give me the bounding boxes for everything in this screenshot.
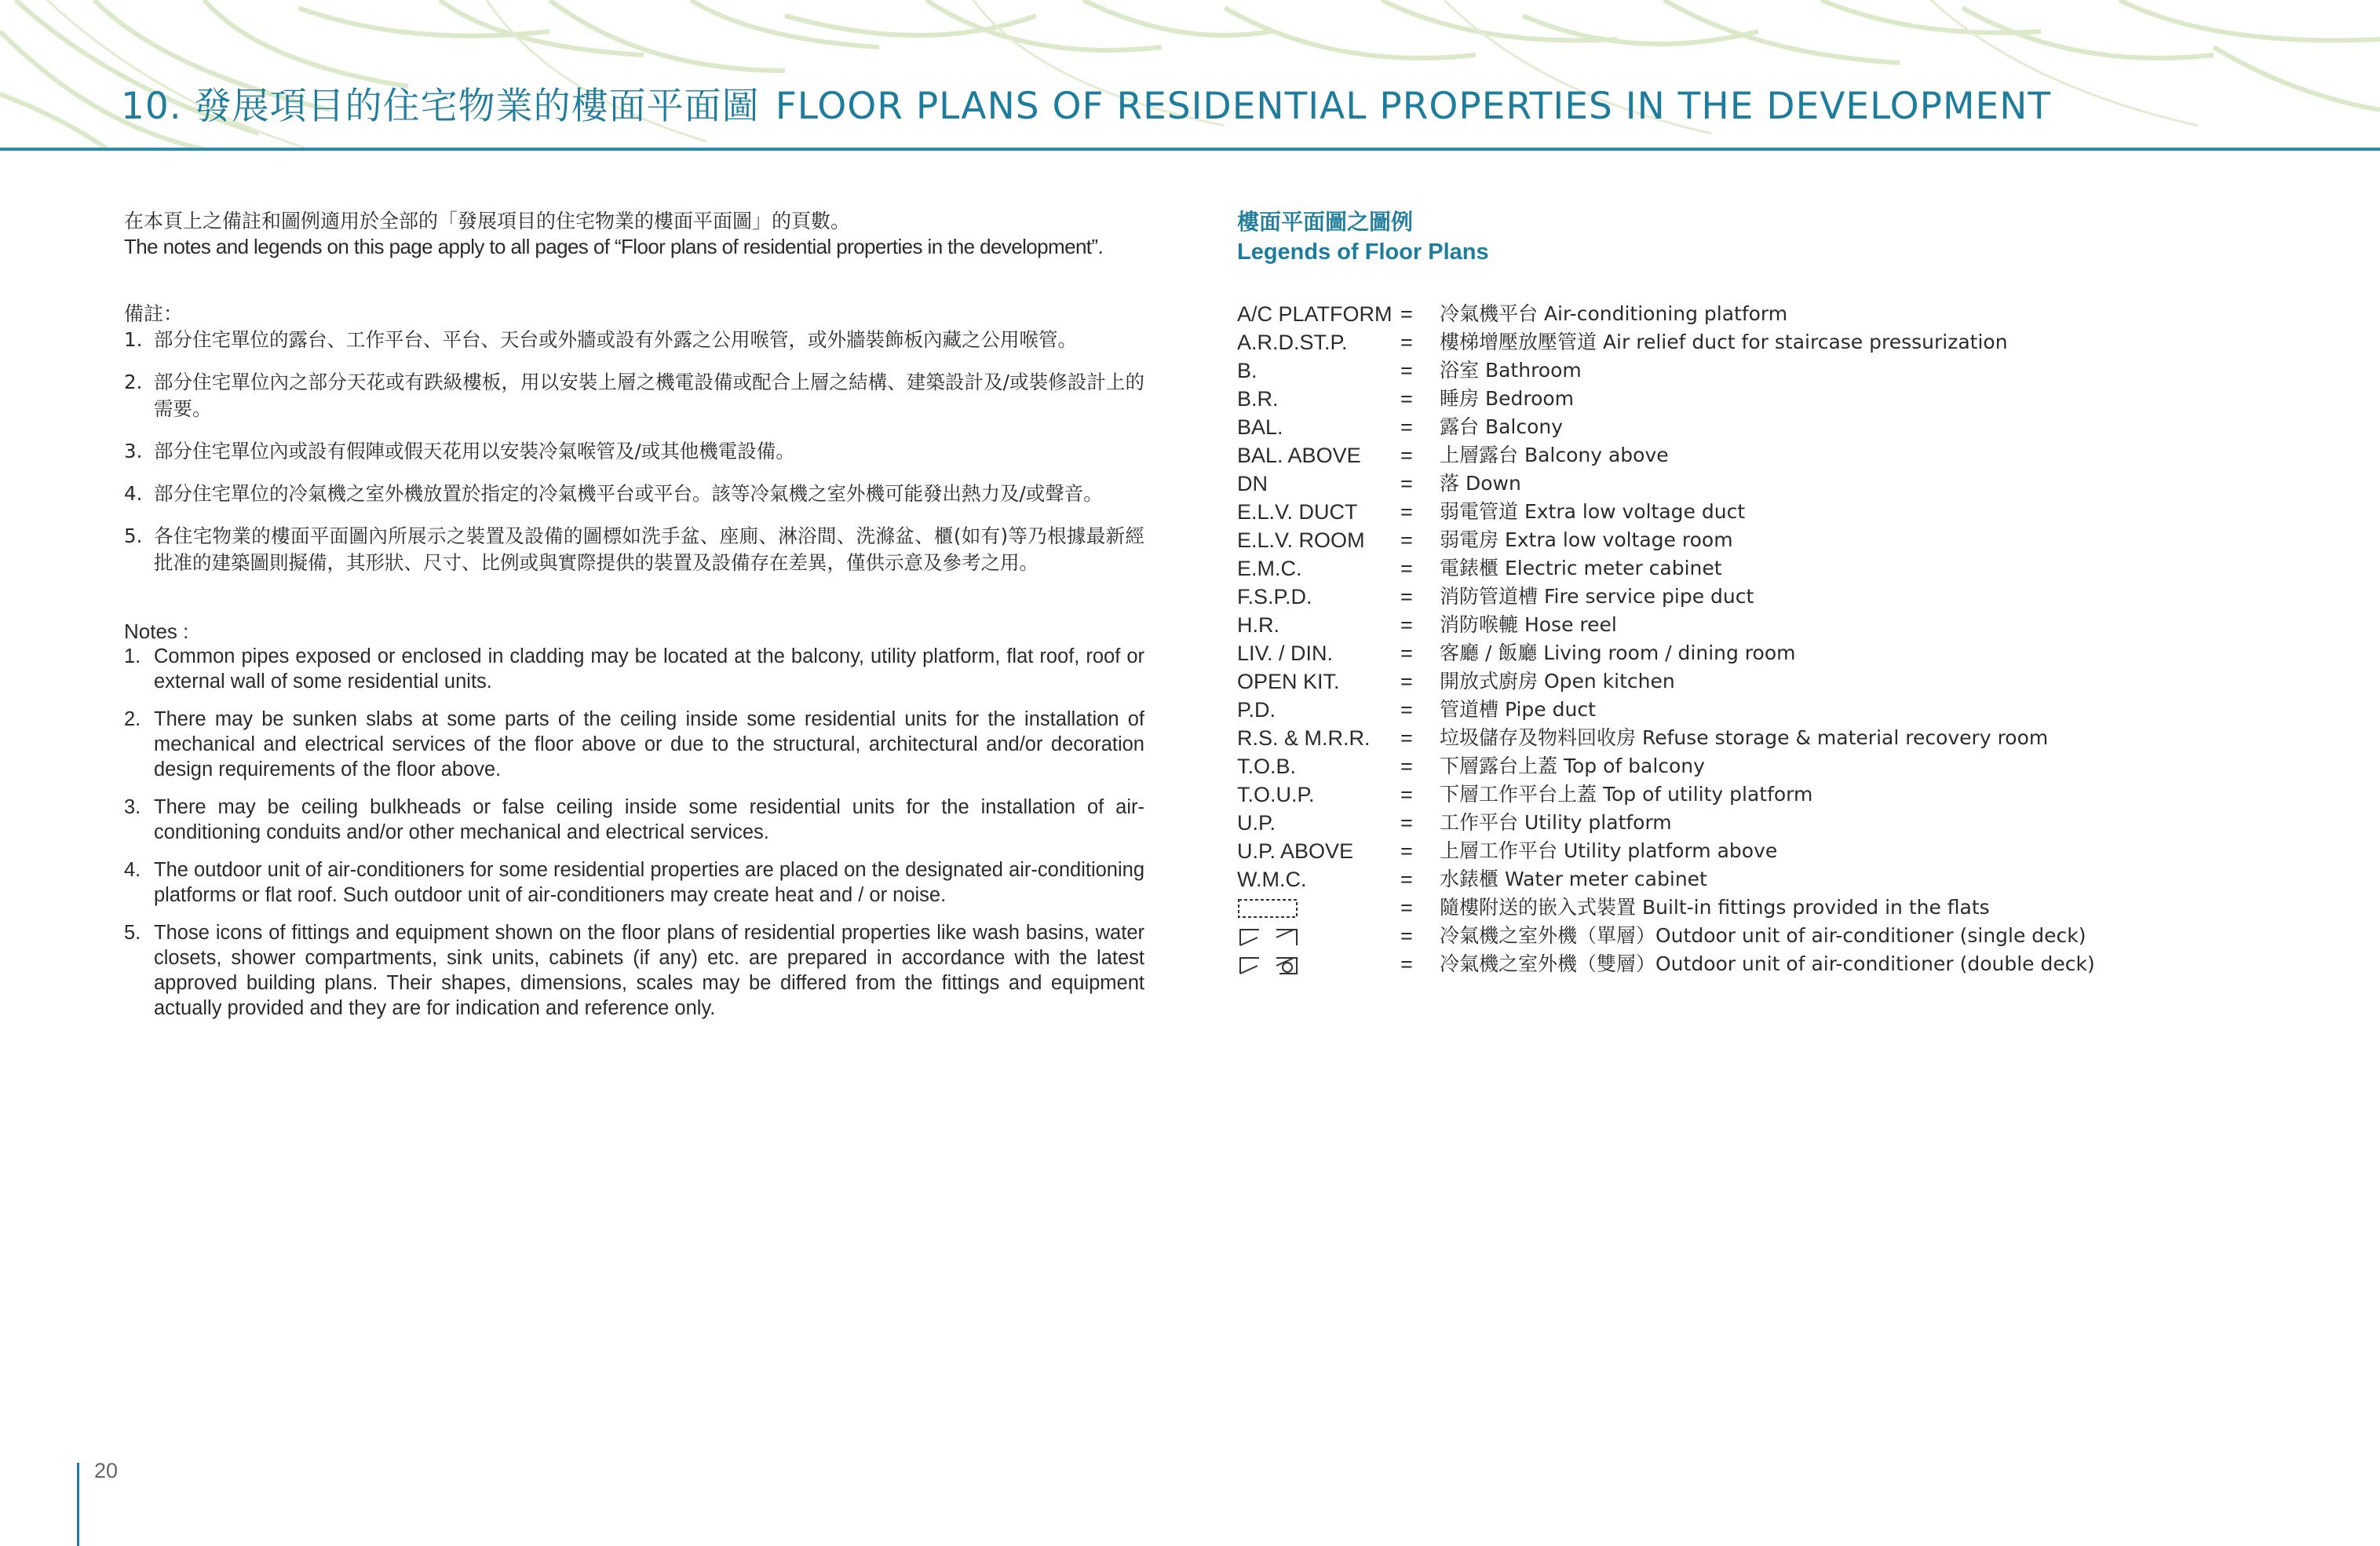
note-text: 各住宅物業的樓面平面圖內所展示之裝置及設備的圖標如洗手盆、座廁、淋浴間、洗滌盆、櫃(如有)等乃根據最新經批准的建築圖則擬備，其形狀、尺寸、比例或與實際提供的裝置及設備存在差異，僅供示意及參考之用。 bbox=[154, 524, 1144, 574]
legend-symbol-row bbox=[1237, 922, 2336, 950]
legend-row bbox=[1237, 583, 2336, 611]
legend-equals: = bbox=[1400, 359, 1413, 382]
legend-equals: = bbox=[1400, 387, 1413, 411]
legend-desc: 冷氣機之室外機（單層）Outdoor unit of air-conditioner (single deck) bbox=[1440, 924, 2086, 947]
legend-row bbox=[1237, 526, 2336, 554]
legend-equals: = bbox=[1400, 839, 1413, 863]
note-number: 3. bbox=[124, 440, 143, 462]
note-text: 部分住宅單位內之部分天花或有跌級樓板，用以安裝上層之機電設備或配合上層之結構、建築設計及/或裝修設計上的需要。 bbox=[154, 371, 1144, 420]
legend-abbr: R.S. & M.R.R. bbox=[1237, 726, 1371, 750]
legend-desc: 開放式廚房 Open kitchen bbox=[1440, 670, 1675, 693]
legend-equals: = bbox=[1400, 557, 1413, 580]
legend-table bbox=[1237, 300, 2336, 978]
note-text: 部分住宅單位內或設有假陣或假天花用以安裝冷氣喉管及/或其他機電設備。 bbox=[154, 440, 795, 462]
legend-row bbox=[1237, 667, 2336, 696]
note-number: 1. bbox=[124, 645, 141, 667]
legend-desc: 樓梯增壓放壓管道 Air relief duct for staircase pressurization bbox=[1440, 331, 2008, 353]
legend-row bbox=[1237, 413, 2336, 441]
legend-desc: 隨樓附送的嵌入式裝置 Built-in fittings provided in the flats bbox=[1440, 896, 1990, 919]
legend-equals: = bbox=[1400, 641, 1413, 665]
note-item-zh bbox=[124, 438, 1144, 465]
legend-row bbox=[1237, 554, 2336, 583]
legend-equals: = bbox=[1400, 924, 1413, 948]
note-text: 部分住宅單位的露台、工作平台、平台、天台或外牆或設有外露之公用喉管，或外牆裝飾板內藏之公用喉管。 bbox=[154, 328, 1077, 351]
note-item-en bbox=[124, 707, 1144, 782]
legend-desc: 睡房 Bedroom bbox=[1440, 387, 1575, 410]
legend-desc: 客廳 / 飯廳 Living room / dining room bbox=[1440, 641, 1796, 664]
note-item-zh bbox=[124, 369, 1144, 422]
legend-row bbox=[1237, 752, 2336, 780]
notes-list-en bbox=[124, 644, 1144, 1021]
legend-desc: 管道槽 Pipe duct bbox=[1440, 698, 1596, 721]
legend-abbr: F.S.P.D. bbox=[1237, 585, 1312, 609]
legend-equals: = bbox=[1400, 896, 1413, 919]
legend-desc: 消防管道槽 Fire service pipe duct bbox=[1440, 585, 1754, 608]
note-item-zh bbox=[124, 523, 1144, 576]
note-text: Those icons of fittings and equipment shown on the floor plans of residential properties like wash basins, water closets, shower compartments, sink units, cabinets (if any) etc. are prepared in accordance with the latest approved building plans. Their shapes, dimensions, scales may be differed from the fittings and equipment actually provided and they are for indication and reference only. bbox=[154, 922, 1144, 1019]
legend-abbr: T.O.U.P. bbox=[1237, 783, 1315, 806]
legend-row bbox=[1237, 356, 2336, 385]
page-header bbox=[0, 0, 2380, 151]
legend-desc: 下層露台上蓋 Top of balcony bbox=[1440, 755, 1705, 777]
notes-title-zh: 備註： bbox=[124, 302, 184, 325]
legend-equals: = bbox=[1400, 952, 1413, 976]
notes-title-en: Notes : bbox=[124, 619, 189, 643]
legend-equals: = bbox=[1400, 755, 1413, 778]
legend-equals: = bbox=[1400, 331, 1413, 354]
intro-text-en: The notes and legends on this page apply to all pages of “Floor plans of residential properties in the development”. bbox=[124, 235, 1104, 258]
legend-row bbox=[1237, 865, 2336, 894]
legend-symbol-row bbox=[1237, 950, 2336, 978]
note-number: 1. bbox=[124, 328, 143, 351]
legend-abbr: P.D. bbox=[1237, 698, 1276, 722]
legend-equals: = bbox=[1400, 698, 1413, 722]
page-number: 20 bbox=[94, 1459, 119, 1482]
note-number: 2. bbox=[124, 371, 143, 393]
legend-abbr: BAL. bbox=[1237, 415, 1283, 439]
legend-row bbox=[1237, 611, 2336, 639]
legend-row bbox=[1237, 300, 2336, 328]
legend-desc: 下層工作平台上蓋 Top of utility platform bbox=[1440, 783, 1813, 806]
legend-desc: 弱電房 Extra low voltage room bbox=[1440, 528, 1733, 551]
legend-desc: 上層工作平台 Utility platform above bbox=[1440, 839, 1778, 862]
legend-abbr: H.R. bbox=[1237, 613, 1279, 637]
legend-abbr: DN bbox=[1237, 472, 1268, 495]
note-number: 4. bbox=[124, 859, 141, 881]
legend-desc: 工作平台 Utility platform bbox=[1440, 811, 1672, 834]
legend-row bbox=[1237, 724, 2336, 752]
notes-list-zh bbox=[124, 327, 1144, 576]
legend-abbr: E.L.V. ROOM bbox=[1237, 528, 1365, 552]
built-in-fittings-icon bbox=[1237, 898, 1300, 919]
header-divider bbox=[0, 148, 2380, 151]
legend-equals: = bbox=[1400, 811, 1413, 835]
note-text: 部分住宅單位的冷氣機之室外機放置於指定的冷氣機平台或平台。該等冷氣機之室外機可能發出熱力及/或聲音。 bbox=[154, 482, 1103, 505]
legend-desc: 電錶櫃 Electric meter cabinet bbox=[1440, 557, 1722, 579]
legend-desc: 冷氣機之室外機（雙層）Outdoor unit of air-conditioner (double deck) bbox=[1440, 952, 2095, 975]
ac-single-deck-icon bbox=[1237, 927, 1300, 947]
legend-equals: = bbox=[1400, 585, 1413, 609]
page-title bbox=[121, 77, 2051, 140]
legend-equals: = bbox=[1400, 500, 1413, 524]
note-item-en bbox=[124, 920, 1144, 1021]
note-number: 4. bbox=[124, 482, 143, 505]
note-item-zh bbox=[124, 481, 1144, 507]
legend-abbr: W.M.C. bbox=[1237, 868, 1307, 891]
legend-abbr: B. bbox=[1237, 359, 1258, 382]
page-title-zh: 10. 發展項目的住宅物業的樓面平面圖 bbox=[121, 85, 760, 128]
notes-column bbox=[124, 209, 1144, 1033]
legend-abbr: BAL. ABOVE bbox=[1237, 444, 1361, 467]
legend-desc: 露台 Balcony bbox=[1440, 415, 1564, 438]
legend-row bbox=[1237, 639, 2336, 667]
note-number: 5. bbox=[124, 524, 143, 547]
note-text: There may be ceiling bulkheads or false ceiling inside some residential units for the installation of air-conditioning conduits and/or other mechanical and electrical services. bbox=[154, 796, 1144, 843]
note-number: 2. bbox=[124, 708, 141, 730]
legend-equals: = bbox=[1400, 726, 1413, 750]
page-title-en: FLOOR PLANS OF RESIDENTIAL PROPERTIES IN THE DEVELOPMENT bbox=[775, 85, 2052, 128]
legend-abbr: A.R.D.ST.P. bbox=[1237, 331, 1348, 354]
intro-text-zh: 在本頁上之備註和圖例適用於全部的「發展項目的住宅物業的樓面平面圖」的頁數。 bbox=[124, 210, 851, 232]
ac-double-deck-icon bbox=[1237, 955, 1300, 975]
note-text: There may be sunken slabs at some parts of the ceiling inside some residential units for the installation of mechanical and electrical services of the floor above or due to the structural, architectural and/or decoration design requirements of the floor above. bbox=[154, 708, 1144, 780]
legend-equals: = bbox=[1400, 472, 1413, 495]
legend-equals: = bbox=[1400, 783, 1413, 806]
legend-desc: 弱電管道 Extra low voltage duct bbox=[1440, 500, 1746, 523]
legend-abbr: A/C PLATFORM bbox=[1237, 302, 1393, 326]
legend-equals: = bbox=[1400, 444, 1413, 467]
note-item-zh bbox=[124, 327, 1144, 353]
legend-equals: = bbox=[1400, 302, 1413, 326]
legend-title-en: Legends of Floor Plans bbox=[1237, 239, 1489, 265]
legend-equals: = bbox=[1400, 415, 1413, 439]
legend-row bbox=[1237, 696, 2336, 724]
note-text: The outdoor unit of air-conditioners for some residential properties are placed on the designated air-conditioning platforms or flat roof. Such outdoor unit of air-conditioners may create heat and / or noise. bbox=[154, 859, 1144, 906]
legend-abbr: E.L.V. DUCT bbox=[1237, 500, 1358, 524]
legend-abbr: LIV. / DIN. bbox=[1237, 641, 1334, 665]
note-number: 3. bbox=[124, 796, 141, 818]
legend-equals: = bbox=[1400, 613, 1413, 637]
legend-row bbox=[1237, 498, 2336, 526]
legend-symbol-row bbox=[1237, 894, 2336, 922]
legend-desc: 浴室 Bathroom bbox=[1440, 359, 1582, 382]
legend-row bbox=[1237, 385, 2336, 413]
legend-abbr: T.O.B. bbox=[1237, 755, 1297, 778]
legend-equals: = bbox=[1400, 528, 1413, 552]
legend-row bbox=[1237, 441, 2336, 470]
legend-row bbox=[1237, 328, 2336, 356]
legend-desc: 消防喉轆 Hose reel bbox=[1440, 613, 1617, 636]
legend-abbr: U.P. ABOVE bbox=[1237, 839, 1354, 863]
legend-title-zh: 樓面平面圖之圖例 bbox=[1237, 209, 1414, 235]
legend-row bbox=[1237, 809, 2336, 837]
legend-row bbox=[1237, 780, 2336, 809]
legend-desc: 冷氣機平台 Air-conditioning platform bbox=[1440, 302, 1788, 325]
legend-column bbox=[1237, 207, 2336, 978]
legend-desc: 垃圾儲存及物料回收房 Refuse storage & material recovery room bbox=[1440, 726, 2049, 749]
note-text: Common pipes exposed or enclosed in cladding may be located at the balcony, utility platform, flat roof, roof or external wall of some residential units. bbox=[154, 645, 1144, 693]
legend-desc: 上層露台 Balcony above bbox=[1440, 444, 1669, 466]
note-number: 5. bbox=[124, 922, 141, 944]
note-item-en bbox=[124, 857, 1144, 908]
legend-abbr: U.P. bbox=[1237, 811, 1276, 835]
legend-abbr: E.M.C. bbox=[1237, 557, 1302, 580]
legend-desc: 水錶櫃 Water meter cabinet bbox=[1440, 868, 1707, 890]
legend-row bbox=[1237, 470, 2336, 498]
note-item-en bbox=[124, 644, 1144, 694]
note-item-en bbox=[124, 795, 1144, 845]
footer-rule bbox=[77, 1463, 79, 1546]
legend-abbr: OPEN KIT. bbox=[1237, 670, 1340, 693]
legend-equals: = bbox=[1400, 670, 1413, 693]
legend-abbr: B.R. bbox=[1237, 387, 1279, 411]
legend-row bbox=[1237, 837, 2336, 865]
legend-equals: = bbox=[1400, 868, 1413, 891]
legend-desc: 落 Down bbox=[1440, 472, 1521, 495]
